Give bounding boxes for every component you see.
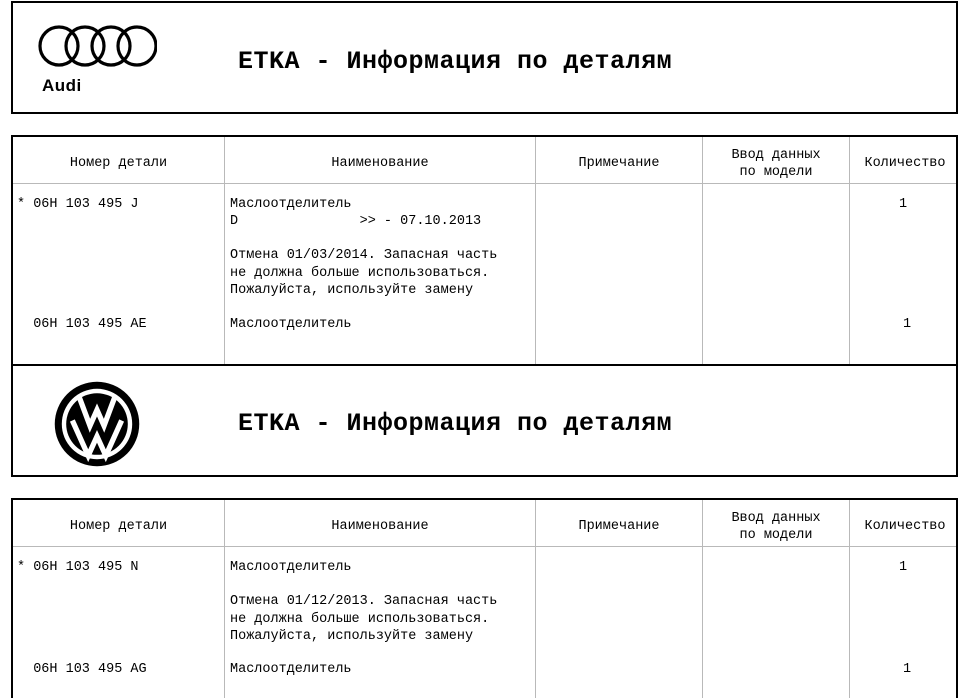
part-name-cell: Маслоотделитель [230, 662, 352, 677]
page-title: ETKA - Информация по деталям [238, 409, 673, 438]
part-name-cell: Маслоотделитель [230, 317, 352, 332]
vw-header [11, 364, 958, 477]
parts-table-vw [11, 498, 958, 698]
part-name-cell: Маслоотделитель [230, 197, 352, 212]
part-note-cell: Отмена 01/12/2013. Запасная часть не должна больше использоваться. Пожалуйста, используйте замену [230, 594, 498, 644]
part-number-cell: * 06H 103 495 J [17, 197, 139, 212]
quantity-cell: 1 [899, 560, 908, 575]
column-header-name: Наименование [331, 156, 429, 171]
part-number-cell: 06H 103 495 AG [17, 662, 147, 677]
column-header-remark: Примечание [578, 156, 660, 171]
audi-logo-label: Audi [42, 76, 82, 95]
vw-logo-icon [53, 380, 141, 473]
part-number-cell: 06H 103 495 AE [17, 317, 147, 332]
column-header-part-number: Номер детали [69, 519, 168, 534]
column-header-quantity: Количество [864, 519, 946, 534]
parts-table-audi [11, 135, 958, 364]
page-title: ETKA - Информация по деталям [238, 47, 673, 76]
quantity-cell: 1 [899, 197, 908, 212]
column-header-quantity: Количество [864, 156, 946, 171]
part-note-cell: Отмена 01/03/2014. Запасная часть не должна больше использоваться. Пожалуйста, используйте замену [230, 248, 498, 298]
column-header-model-data: Ввод данных по модели [731, 148, 821, 180]
part-name-cell: Маслоотделитель [230, 560, 352, 575]
part-number-cell: * 06H 103 495 N [17, 560, 139, 575]
quantity-cell: 1 [903, 662, 912, 677]
part-validity-cell: D >> - 07.10.2013 [230, 214, 482, 229]
quantity-cell: 1 [903, 317, 912, 332]
audi-header [11, 1, 958, 114]
column-header-name: Наименование [331, 519, 429, 534]
column-header-model-data: Ввод данных по модели [731, 511, 821, 543]
column-header-part-number: Номер детали [69, 156, 168, 171]
audi-rings-icon [37, 21, 157, 76]
column-header-remark: Примечание [578, 519, 660, 534]
